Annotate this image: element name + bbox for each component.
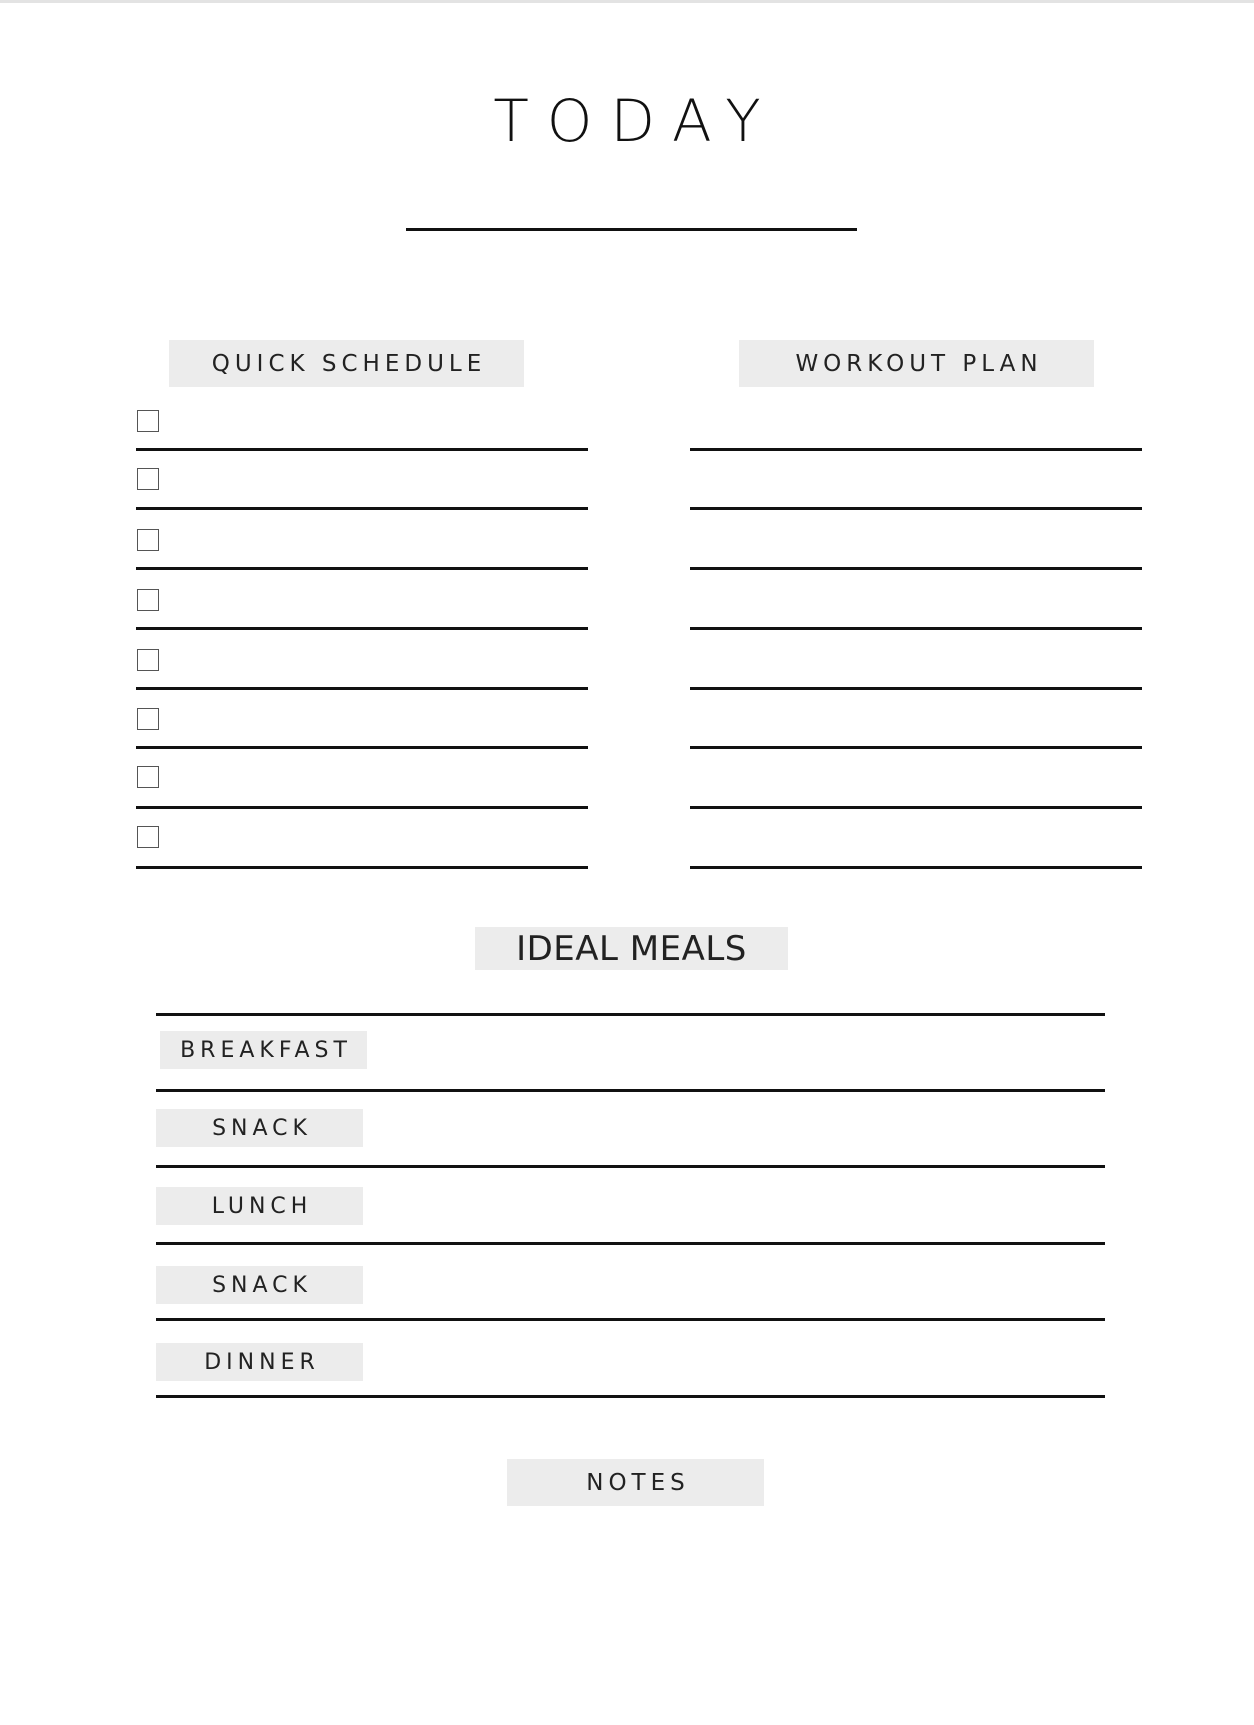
schedule-checkbox[interactable]: [137, 468, 159, 490]
workout-line[interactable]: [690, 567, 1142, 570]
meals-top-line: [156, 1013, 1105, 1016]
workout-line[interactable]: [690, 507, 1142, 510]
meal-line[interactable]: [156, 1242, 1105, 1245]
meal-label: SNACK: [212, 1272, 312, 1298]
workout-line[interactable]: [690, 687, 1142, 690]
page-title: TODAY: [493, 87, 779, 155]
notes-heading: [507, 1459, 764, 1506]
quick-schedule-label: QUICK SCHEDULE: [211, 350, 487, 377]
schedule-checkbox[interactable]: [137, 708, 159, 730]
ideal-meals-heading: [475, 927, 788, 970]
workout-line[interactable]: [690, 746, 1142, 749]
date-entry-line[interactable]: [406, 228, 857, 231]
schedule-line[interactable]: [136, 627, 588, 630]
meal-line[interactable]: [156, 1318, 1105, 1321]
meal-line[interactable]: [156, 1165, 1105, 1168]
meal-label: LUNCH: [211, 1193, 313, 1219]
meal-label-box: [160, 1031, 367, 1069]
workout-line[interactable]: [690, 806, 1142, 809]
page-top-border: [0, 0, 1254, 3]
schedule-checkbox[interactable]: [137, 529, 159, 551]
workout-line[interactable]: [690, 448, 1142, 451]
schedule-checkbox[interactable]: [137, 766, 159, 788]
schedule-line[interactable]: [136, 687, 588, 690]
ideal-meals-label: IDEAL MEALS: [516, 928, 747, 969]
schedule-line[interactable]: [136, 806, 588, 809]
workout-line[interactable]: [690, 866, 1142, 869]
schedule-line[interactable]: [136, 448, 588, 451]
schedule-line[interactable]: [136, 746, 588, 749]
meal-label-box: [156, 1109, 363, 1147]
schedule-line[interactable]: [136, 507, 588, 510]
meal-label: SNACK: [212, 1115, 312, 1141]
meal-line[interactable]: [156, 1089, 1105, 1092]
schedule-checkbox[interactable]: [137, 410, 159, 432]
meal-label: BREAKFAST: [180, 1037, 352, 1063]
workout-plan-label: WORKOUT PLAN: [795, 350, 1043, 377]
meal-line[interactable]: [156, 1395, 1105, 1398]
notes-label: NOTES: [586, 1469, 690, 1496]
notes-area[interactable]: [136, 1520, 1118, 1700]
workout-plan-heading: [739, 340, 1094, 387]
meal-label-box: [156, 1187, 363, 1225]
schedule-checkbox[interactable]: [137, 589, 159, 611]
schedule-checkbox[interactable]: [137, 826, 159, 848]
meal-label-box: [156, 1343, 363, 1381]
meal-label: DINNER: [204, 1349, 320, 1375]
quick-schedule-heading: [169, 340, 524, 387]
schedule-line[interactable]: [136, 567, 588, 570]
meal-label-box: [156, 1266, 363, 1304]
workout-line[interactable]: [690, 627, 1142, 630]
schedule-checkbox[interactable]: [137, 649, 159, 671]
schedule-line[interactable]: [136, 866, 588, 869]
